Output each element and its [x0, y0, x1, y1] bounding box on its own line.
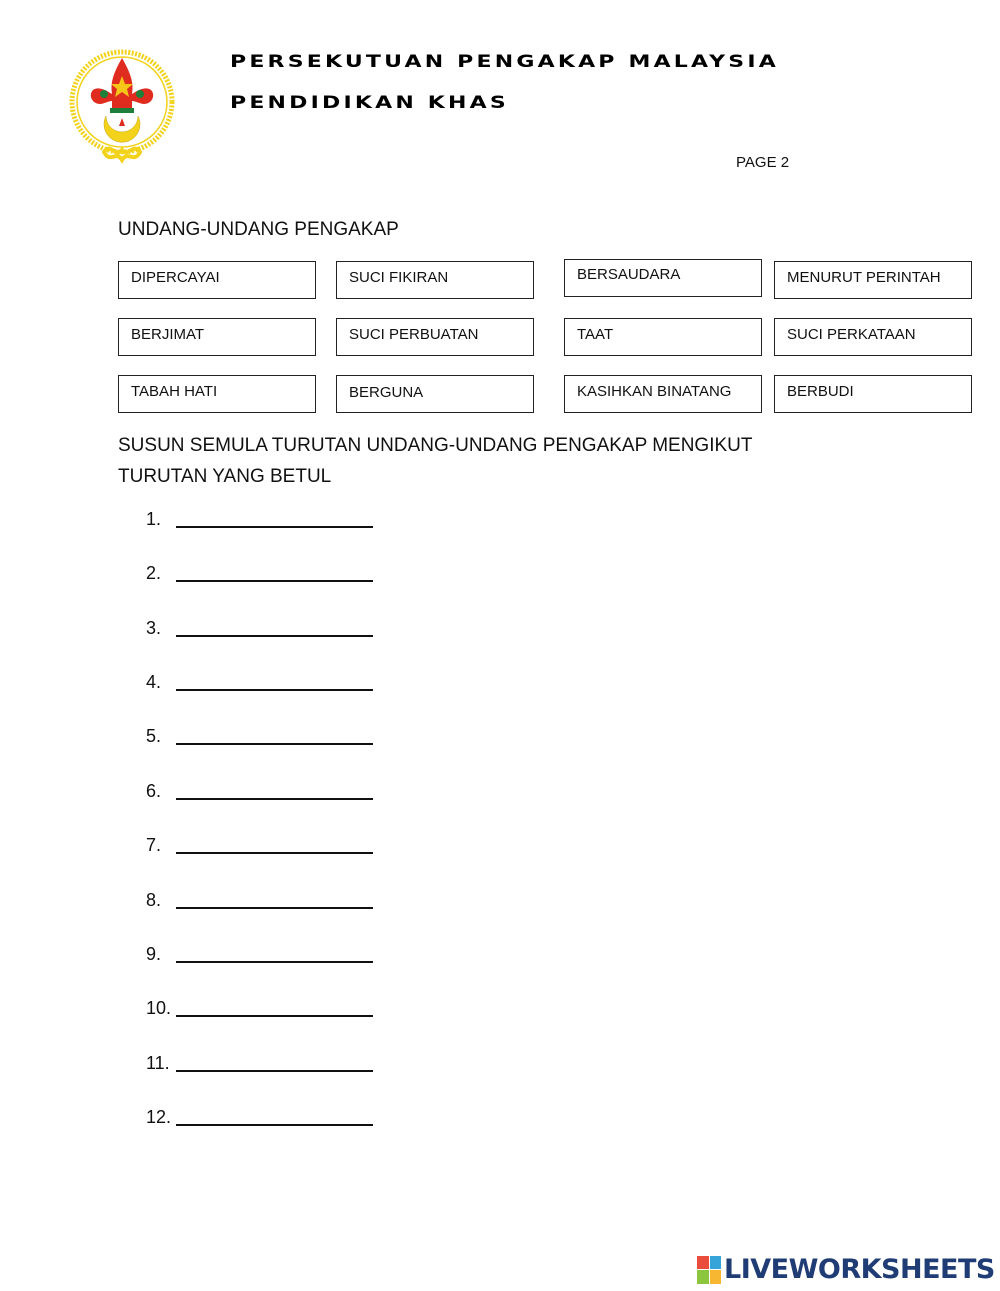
- answer-row: [146, 1102, 373, 1128]
- answer-row: [146, 776, 373, 802]
- section-heading: UNDANG-UNDANG PENGAKAP: [118, 219, 399, 240]
- answer-number: 11.: [146, 1053, 170, 1073]
- brand-name: LIVEWORKSHEETS: [724, 1254, 995, 1285]
- liveworksheets-badge-icon: [697, 1256, 721, 1284]
- answer-row: [146, 721, 373, 747]
- instruction-line: TURUTAN YANG BETUL: [118, 466, 332, 487]
- answer-blank[interactable]: [176, 562, 373, 582]
- word-box[interactable]: BERGUNA: [336, 375, 534, 413]
- answer-row: [146, 830, 373, 856]
- instruction-text: [118, 430, 838, 492]
- answer-blank[interactable]: [176, 834, 373, 854]
- subtitle: PENDIDIKAN KHAS: [230, 93, 509, 113]
- answer-number: 10.: [146, 998, 172, 1018]
- word-box[interactable]: SUCI PERBUATAN: [336, 318, 534, 356]
- word-box[interactable]: KASIHKAN BINATANG: [564, 375, 762, 413]
- answer-blank[interactable]: [176, 943, 373, 963]
- answer-blank[interactable]: [176, 671, 373, 691]
- answer-row: [146, 667, 373, 693]
- answer-row: [146, 939, 373, 965]
- answer-row: [146, 504, 373, 530]
- answer-blank[interactable]: [176, 780, 373, 800]
- answer-row: [146, 885, 373, 911]
- word-box[interactable]: BERJIMAT: [118, 318, 316, 356]
- word-box[interactable]: DIPERCAYAI: [118, 261, 316, 299]
- word-box[interactable]: MENURUT PERINTAH: [774, 261, 972, 299]
- answer-number: 6.: [146, 781, 162, 801]
- answer-number: 1.: [146, 509, 162, 529]
- answer-row: [146, 1048, 373, 1074]
- word-box[interactable]: TAAT: [564, 318, 762, 356]
- answer-number: 3.: [146, 618, 162, 638]
- organization-title: PERSEKUTUAN PENGAKAP MALAYSIA: [230, 52, 779, 72]
- word-box[interactable]: SUCI FIKIRAN: [336, 261, 534, 299]
- answer-number: 12.: [146, 1107, 172, 1127]
- answer-number: 4.: [146, 672, 162, 692]
- answer-row: [146, 993, 373, 1019]
- answer-blank[interactable]: [176, 725, 373, 745]
- word-box[interactable]: BERBUDI: [774, 375, 972, 413]
- answer-number: 5.: [146, 726, 162, 746]
- word-box[interactable]: TABAH HATI: [118, 375, 316, 413]
- word-box[interactable]: BERSAUDARA: [564, 259, 762, 297]
- scout-emblem-icon: [66, 46, 178, 170]
- liveworksheets-logo[interactable]: [697, 1254, 995, 1285]
- answer-row: [146, 558, 373, 584]
- answer-number: 8.: [146, 890, 162, 910]
- page-label: PAGE 2: [736, 154, 790, 171]
- answer-number: 2.: [146, 563, 162, 583]
- answer-number: 9.: [146, 944, 162, 964]
- answer-blank[interactable]: [176, 1106, 373, 1126]
- answer-blank[interactable]: [176, 1052, 373, 1072]
- answer-row: [146, 613, 373, 639]
- instruction-line: SUSUN SEMULA TURUTAN UNDANG-UNDANG PENGAKAP MENGIKUT: [118, 435, 753, 456]
- answer-blank[interactable]: [176, 889, 373, 909]
- answer-blank[interactable]: [176, 508, 373, 528]
- answer-blank[interactable]: [176, 997, 373, 1017]
- answer-number: 7.: [146, 835, 162, 855]
- answer-blank[interactable]: [176, 617, 373, 637]
- word-box[interactable]: SUCI PERKATAAN: [774, 318, 972, 356]
